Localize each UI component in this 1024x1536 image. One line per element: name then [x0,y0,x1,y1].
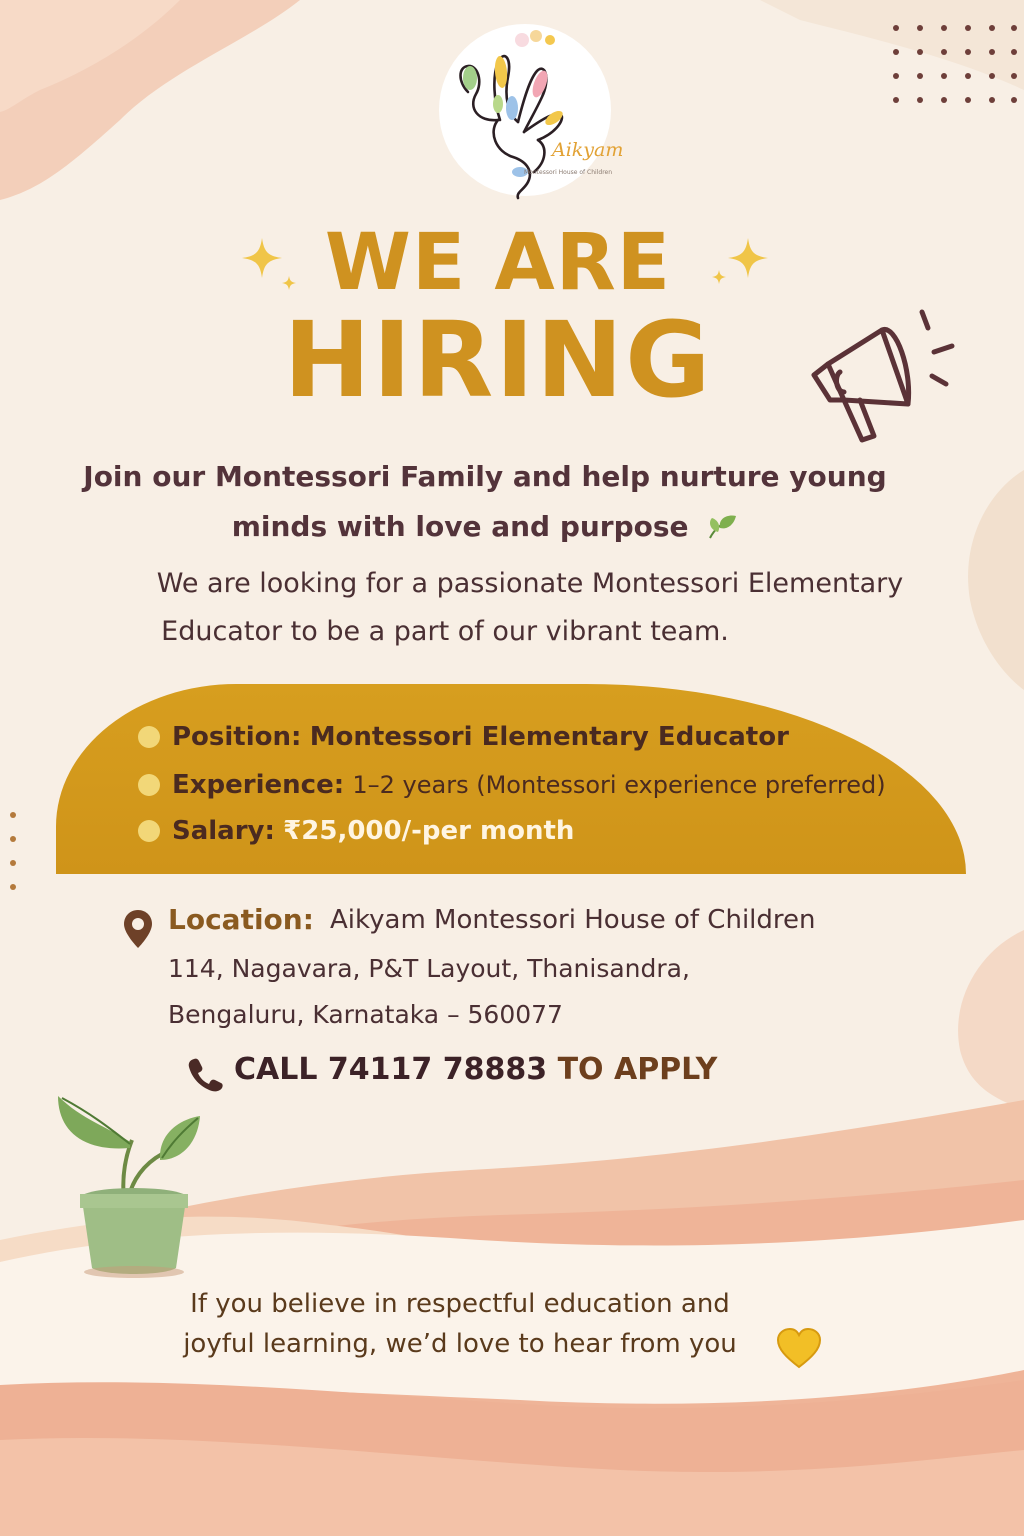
decor-dot [10,812,16,818]
detail-position [138,722,789,752]
megaphone-icon [800,300,960,450]
aikyam-logo [438,22,624,204]
position-label: Position: [172,722,302,752]
detail-experience [138,770,886,800]
experience-value: 1–2 years (Montessori experience preferred) [352,771,886,799]
bullet-dot [138,820,160,842]
call-to-apply [234,1052,717,1087]
closing-message [100,1284,820,1364]
phone-icon [186,1056,224,1092]
closing-line-1: If you believe in respectful education and [190,1289,730,1319]
description-line-1: We are looking for a passionate Montessori Elementary [156,568,904,599]
logo-subtitle-text: Montessori House of Children [524,169,613,176]
leaf-icon [708,514,738,540]
location-name: Aikyam Montessori House of Children [330,905,816,935]
position-value: Montessori Elementary Educator [309,722,789,752]
call-phone-number: CALL 74117 78883 [234,1052,548,1087]
headline-line-1: WE ARE [324,218,672,308]
salary-value: ₹25,000/-per month [283,816,575,846]
description-line-2: Educator to be a part of our vibrant team. [161,616,729,647]
address-line-1: 114, Nagavara, P&T Layout, Thanisandra, [168,954,690,983]
tagline-line-1: Join our Montessori Family and help nurture young [83,460,887,493]
salary-label: Salary: [172,816,275,846]
decor-dot [10,860,16,866]
yellow-heart-icon [776,1327,822,1369]
closing-line-2: joyful learning, we’d love to hear from you [183,1329,737,1359]
tagline [60,452,910,552]
call-suffix: TO APPLY [557,1052,718,1087]
address-line-2: Bengaluru, Karnataka – 560077 [168,1000,563,1029]
bullet-dot [138,774,160,796]
detail-salary [138,816,574,846]
dot-pattern [888,18,1018,118]
headline-line-2: HIRING [283,299,713,421]
potted-plant-icon [52,1090,202,1280]
location-label: Location: [168,903,314,936]
logo-brand-text: Aikyam [552,139,624,161]
location-pin-icon [122,908,154,950]
experience-label: Experience: [172,770,345,800]
tagline-line-2-text: minds with love and purpose [231,510,689,543]
description [80,560,980,656]
decor-dot [10,836,16,842]
bullet-dot [138,726,160,748]
tagline-line-2 [60,502,910,552]
decor-dot [10,884,16,890]
